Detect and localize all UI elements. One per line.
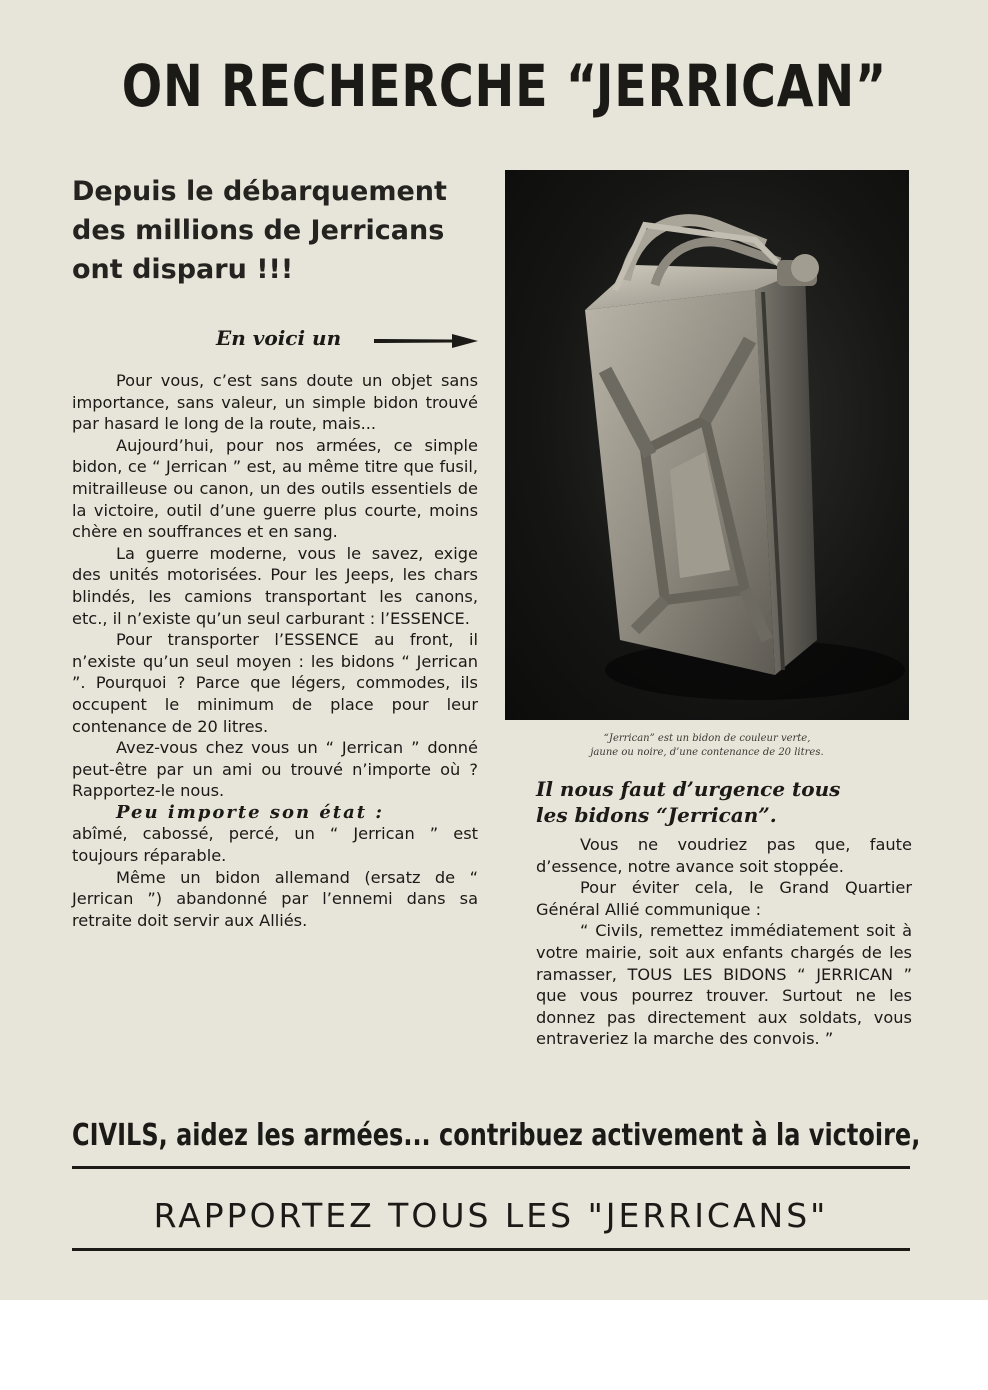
right-subhead	[536, 776, 916, 828]
caption-line: “Jerrican” est un bidon de couleur verte,	[603, 733, 811, 744]
body-paragraph: Vous ne voudriez pas que, faute d’essence, notre avance soit stoppée.	[536, 835, 912, 876]
right-column	[536, 834, 912, 1050]
poster-title: ON RECHERCHE “JERRICAN”	[121, 52, 888, 120]
body-paragraph: Avez-vous chez vous un “ Jerrican ” donné peut-être par un ami ou trouvé n’importe où ? Rapportez-le nous.	[72, 738, 478, 801]
body-paragraph: Même un bidon allemand (ersatz de “ Jerrican ”) abandonné par l’ennemi dans sa retraite doit servir aux Alliés.	[72, 867, 478, 930]
caption-line: jaune ou noire, d’une contenance de 20 litres.	[590, 747, 824, 758]
right-arrow-icon	[374, 334, 478, 348]
body-paragraph: “ Civils, remettez immédiatement soit à votre mairie, soit aux enfants chargés de les ramasser, TOUS LES BIDONS “ JERRICAN ” que vous pourrez trouver. Surtout ne les donnez pas directement aux soldats, vous entraveriez la marche des convois. ”	[536, 921, 912, 1049]
voici-label: En voici un	[216, 326, 342, 350]
divider	[72, 1248, 910, 1251]
headline	[72, 172, 492, 289]
body-paragraph: abîmé, cabossé, percé, un “ Jerrican ” est toujours réparable.	[72, 824, 478, 866]
left-column	[72, 370, 478, 931]
subhead-line: Il nous faut d’urgence tous	[536, 777, 841, 801]
divider	[72, 1166, 910, 1169]
body-paragraph: Pour éviter cela, le Grand Quartier Général Allié communique :	[536, 878, 912, 919]
body-paragraph: Aujourd’hui, pour nos armées, ce simple bidon, ce “ Jerrican ” est, au même titre que fusil, mitrailleuse ou canon, un des outils essentiels de la victoire, outil d’une guerre plus courte, moins chère en souffrances et en sang.	[72, 435, 478, 542]
body-paragraph: La guerre moderne, vous le savez, exige des unités motorisées. Pour les Jeeps, les chars blindés, les camions transportant les canons, etc., il n’existe qu’un seul carburant : l’ESSENCE.	[72, 543, 478, 628]
subhead-line: les bidons “Jerrican”.	[536, 803, 777, 827]
emphasis-line: Peu importe son état :	[116, 801, 384, 823]
body-paragraph: Pour transporter l’ESSENCE au front, il n’existe qu’un seul moyen : les bidons “ Jerrican ”. Pourquoi ? Parce que légers, commodes, ils occupent le minimum de place pour leur contenance de 20 litres.	[72, 630, 478, 736]
headline-line: des millions de Jerricans	[72, 215, 445, 246]
jerrican-photo	[505, 170, 909, 720]
headline-line: Depuis le débarquement	[72, 176, 447, 207]
photo-caption	[505, 732, 909, 760]
jerrican-can-icon	[505, 170, 909, 720]
footer-call-to-action: RAPPORTEZ TOUS LES "JERRICANS"	[153, 1196, 829, 1235]
footer-slogan: CIVILS, aidez les armées... contribuez activement à la victoire,	[72, 1118, 921, 1153]
body-paragraph: Pour vous, c’est sans doute un objet sans importance, sans valeur, un simple bidon trouvé par hasard le long de la route, mais...	[72, 371, 478, 434]
headline-line: ont disparu !!!	[72, 254, 294, 285]
